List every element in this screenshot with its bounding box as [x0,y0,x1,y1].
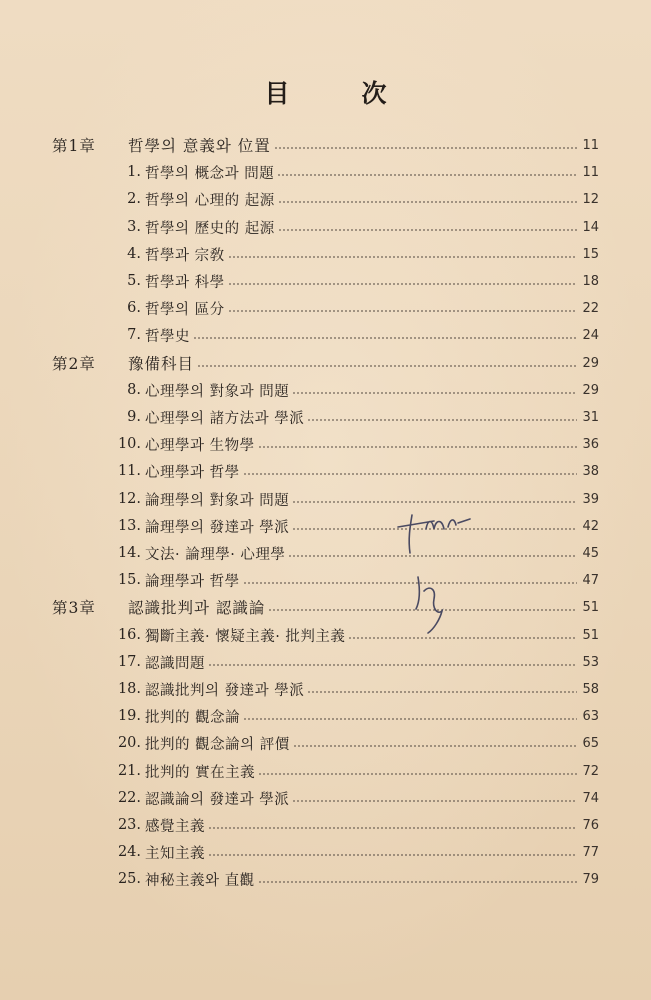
page-number: 14 [582,219,599,235]
section-entry [104,188,599,210]
section-entry [104,814,599,836]
section-title: 哲學의 心理的 起源 [145,192,275,209]
page-number: 36 [582,436,599,452]
chapter-number: 第3章 [52,599,96,617]
section-entry [104,216,599,238]
page-number: 51 [582,627,599,643]
section-number: 13. [117,518,141,534]
dot-leader [208,827,577,829]
section-number: 5. [127,273,141,289]
dot-leader [193,337,577,339]
section-number: 24. [117,844,141,860]
section-title: 心理學의 對象과 問題 [145,383,290,400]
section-entry [104,460,599,482]
section-number: 7. [127,327,141,343]
section-title: 哲學史 [145,328,190,345]
dot-leader [307,419,577,421]
dot-leader [228,283,577,285]
page-number: 38 [582,463,599,479]
section-entry [104,651,599,673]
page-number: 65 [582,735,599,751]
section-title: 批判的 觀念論의 評價 [145,736,290,753]
dot-leader [228,310,577,312]
section-title: 批判的 實在主義 [145,764,256,781]
dot-leader [348,637,577,639]
section-title: 獨斷主義· 懷疑主義· 批判主義 [145,628,346,645]
section-number: 8. [127,382,141,398]
page-number: 63 [582,708,599,724]
section-title: 論理學과 哲學 [145,573,240,590]
page-number: 39 [582,491,599,507]
section-number: 21. [117,763,141,779]
section-title: 哲學의 概念과 問題 [145,165,275,182]
section-title: 批判的 觀念論 [145,709,241,726]
section-entry [104,760,599,782]
section-title: 認識批判의 發達과 學派 [145,682,305,699]
dot-leader [292,501,577,503]
section-number: 16. [117,627,141,643]
page-number: 72 [582,763,599,779]
page-number: 24 [582,327,599,343]
section-number: 25. [117,871,141,887]
section-number: 11. [117,463,141,479]
chapter-number: 第1章 [52,137,96,155]
dot-leader [278,229,577,231]
section-number: 20. [117,735,141,751]
page-number: 53 [582,654,599,670]
chapter-entry [52,596,599,618]
page-number: 77 [582,844,599,860]
dot-leader [208,664,577,666]
dot-leader [292,800,577,802]
section-number: 1. [127,164,141,180]
dot-leader [278,201,577,203]
chapter-entry [52,134,599,156]
page-number: 22 [582,300,599,316]
section-number: 14. [117,545,141,561]
dot-leader [292,392,577,394]
section-entry [104,678,599,700]
section-entry [104,515,599,537]
page-number: 31 [582,409,599,425]
dot-leader [258,446,577,448]
dot-leader [197,365,577,367]
section-title: 認識論의 發達과 學派 [145,791,290,808]
section-entry [104,379,599,401]
handwritten-scribble-icon [390,505,480,635]
section-entry [104,569,599,591]
chapter-entry [52,352,599,374]
section-title: 論理學의 發達과 學派 [145,519,290,536]
dot-leader [258,773,577,775]
section-entry [104,542,599,564]
section-title: 哲學의 區分 [145,301,225,318]
page-number: 76 [582,817,599,833]
chapter-title: 哲學의 意義와 位置 [128,137,271,155]
page-number: 11 [582,137,599,153]
section-title: 心理學의 諸方法과 學派 [145,410,305,427]
page-number: 42 [582,518,599,534]
page-number: 29 [582,355,599,371]
chapter-title: 認識批判과 認識論 [128,599,266,617]
section-title: 認識問題 [145,655,205,672]
section-number: 4. [127,246,141,262]
page-number: 47 [582,572,599,588]
dot-leader [243,473,577,475]
section-title: 論理學의 對象과 問題 [145,492,290,509]
section-number: 12. [117,491,141,507]
section-entry [104,624,599,646]
page-number: 18 [582,273,599,289]
section-number: 6. [127,300,141,316]
section-title: 神秘主義와 直觀 [145,872,255,889]
page-number: 74 [582,790,599,806]
section-entry [104,705,599,727]
section-title: 哲學의 歷史的 起源 [145,220,275,237]
dot-leader [293,745,577,747]
section-entry [104,161,599,183]
section-number: 15. [117,572,141,588]
section-number: 10. [117,436,141,452]
section-number: 19. [117,708,141,724]
dot-leader [307,691,577,693]
section-entry [104,324,599,346]
page-number: 11 [582,164,599,180]
section-title: 主知主義 [145,845,205,862]
section-entry [104,868,599,890]
section-entry [104,488,599,510]
page-number: 51 [582,599,599,615]
section-title: 哲學과 宗敎 [145,247,225,264]
section-title: 哲學과 科學 [145,274,225,291]
dot-leader [274,147,577,149]
section-number: 9. [127,409,141,425]
section-title: 心理學과 生物學 [145,437,255,454]
section-entry [104,732,599,754]
chapter-title: 豫備科目 [128,355,195,373]
dot-leader [243,718,577,720]
section-entry [104,787,599,809]
page-number: 12 [582,191,599,207]
section-number: 18. [117,681,141,697]
section-entry [104,243,599,265]
section-entry [104,270,599,292]
dot-leader [277,174,577,176]
section-number: 23. [117,817,141,833]
page-number: 29 [582,382,599,398]
section-number: 22. [117,790,141,806]
section-title: 感覺主義 [145,818,205,835]
section-entry [104,406,599,428]
section-number: 3. [127,219,141,235]
dot-leader [258,881,577,883]
page-number: 79 [582,871,599,887]
dot-leader [208,854,577,856]
section-title: 文法· 論理學· 心理學 [145,546,286,563]
page-title: 目次 [264,79,459,108]
section-entry [104,841,599,863]
section-entry [104,433,599,455]
page-number: 15 [582,246,599,262]
section-number: 17. [117,654,141,670]
section-title: 心理學과 哲學 [145,464,240,481]
dot-leader [228,256,577,258]
page-number: 45 [582,545,599,561]
chapter-number: 第2章 [52,355,96,373]
section-entry [104,297,599,319]
page-number: 58 [582,681,599,697]
section-number: 2. [127,191,141,207]
